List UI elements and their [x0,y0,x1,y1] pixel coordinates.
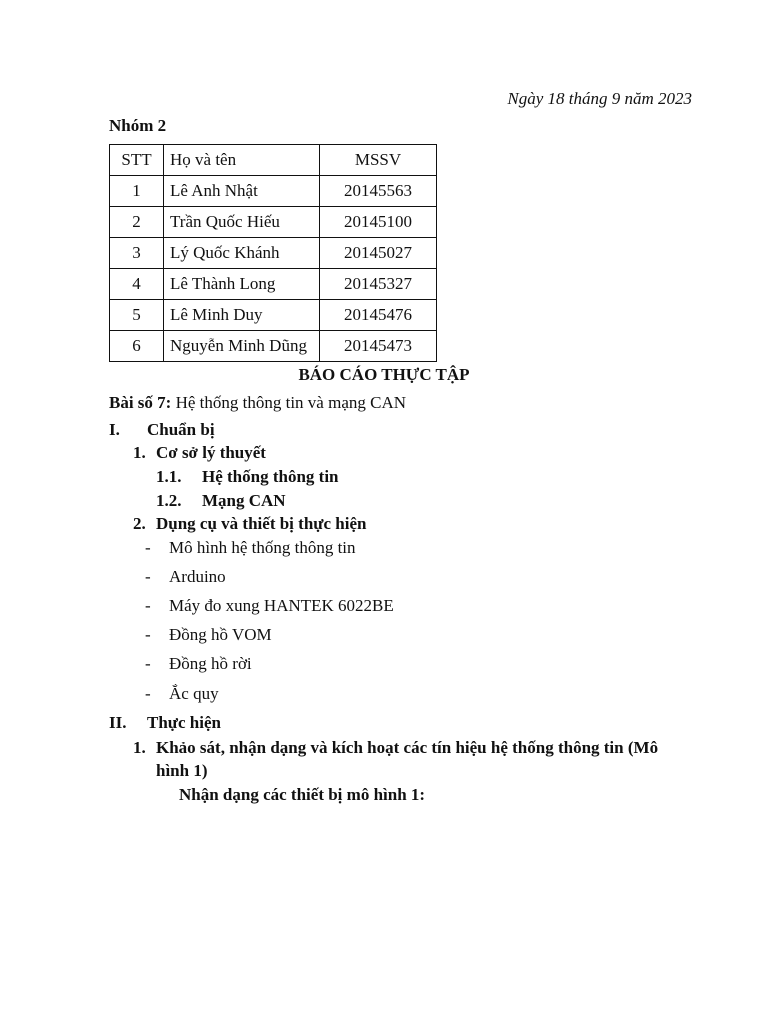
bullet-dash: - [145,625,151,644]
cell-name: Lê Anh Nhật [164,176,320,207]
document-date: Ngày 18 tháng 9 năm 2023 [507,89,692,108]
section-1-2-title: Dụng cụ và thiết bị thực hiện [156,514,367,533]
cell-mssv: 20145476 [320,300,437,331]
equipment-item: Mô hình hệ thống thông tin [169,538,356,557]
bullet-dash: - [145,684,151,703]
table-row [110,269,437,300]
section-1-title: Chuẩn bị [147,420,215,439]
cell-name: Lê Thành Long [164,269,320,300]
members-table [109,144,437,362]
cell-name: Lê Minh Duy [164,300,320,331]
equipment-item: Ắc quy [169,684,219,703]
cell-stt: 5 [110,300,164,331]
cell-mssv: 20145100 [320,207,437,238]
list-item [145,654,252,674]
bullet-dash: - [145,596,151,615]
list-item [145,596,394,616]
section-1-1-title: Cơ sở lý thuyết [156,443,266,462]
table-row [110,300,437,331]
section-2-1-number: 1. [133,738,146,757]
list-item [145,538,356,558]
section-2-1-subheading: Nhận dạng các thiết bị mô hình 1: [179,785,426,804]
list-item [145,567,226,587]
cell-stt: 3 [110,238,164,269]
cell-stt: 6 [110,331,164,362]
equipment-item: Máy đo xung HANTEK 6022BE [169,596,394,615]
cell-name: Nguyễn Minh Dũng [164,331,320,362]
cell-mssv: 20145473 [320,331,437,362]
list-item [145,625,272,645]
cell-name: Trần Quốc Hiếu [164,207,320,238]
header-name: Họ và tên [164,145,320,176]
section-1-1-heading [133,443,266,463]
header-stt: STT [110,145,164,176]
lesson-label: Bài số 7: [109,393,172,412]
section-1-1-1-number: 1.1. [156,467,182,486]
section-2-number: II. [109,713,127,732]
section-1-heading [109,420,215,440]
bullet-dash: - [145,567,151,586]
cell-mssv: 20145027 [320,238,437,269]
cell-stt: 4 [110,269,164,300]
bullet-dash: - [145,654,151,673]
cell-mssv: 20145563 [320,176,437,207]
section-1-1-1-title: Hệ thống thông tin [202,467,339,486]
section-1-number: I. [109,420,120,439]
section-2-1-title-line2: hình 1) [156,761,208,780]
section-1-1-2-title: Mạng CAN [202,491,286,510]
lesson-line [109,393,406,413]
list-item [145,684,219,704]
group-label: Nhóm 2 [109,116,167,135]
section-1-1-number: 1. [133,443,146,462]
section-2-1-heading [133,738,658,758]
section-1-2-heading [133,514,366,534]
section-1-1-2-number: 1.2. [156,491,182,510]
table-header-row [110,145,437,176]
equipment-item: Đồng hồ VOM [169,625,272,644]
table-row [110,331,437,362]
table-row [110,207,437,238]
table-row [110,238,437,269]
cell-mssv: 20145327 [320,269,437,300]
cell-stt: 2 [110,207,164,238]
section-2-title: Thực hiện [147,713,221,732]
cell-stt: 1 [110,176,164,207]
section-2-1-title-line1: Khảo sát, nhận dạng và kích hoạt các tín hiệu hệ thống thông tin (Mô [156,738,659,757]
equipment-item: Arduino [169,567,226,586]
bullet-dash: - [145,538,151,557]
section-1-1-2-heading [156,491,286,511]
section-2-heading [109,713,221,733]
header-mssv: MSSV [320,145,437,176]
equipment-item: Đồng hồ rời [169,654,252,673]
cell-name: Lý Quốc Khánh [164,238,320,269]
report-title: BÁO CÁO THỰC TẬP [298,365,470,384]
table-row [110,176,437,207]
lesson-text: Hệ thống thông tin và mạng CAN [175,393,407,412]
section-1-1-1-heading [156,467,339,487]
section-1-2-number: 2. [133,514,146,533]
